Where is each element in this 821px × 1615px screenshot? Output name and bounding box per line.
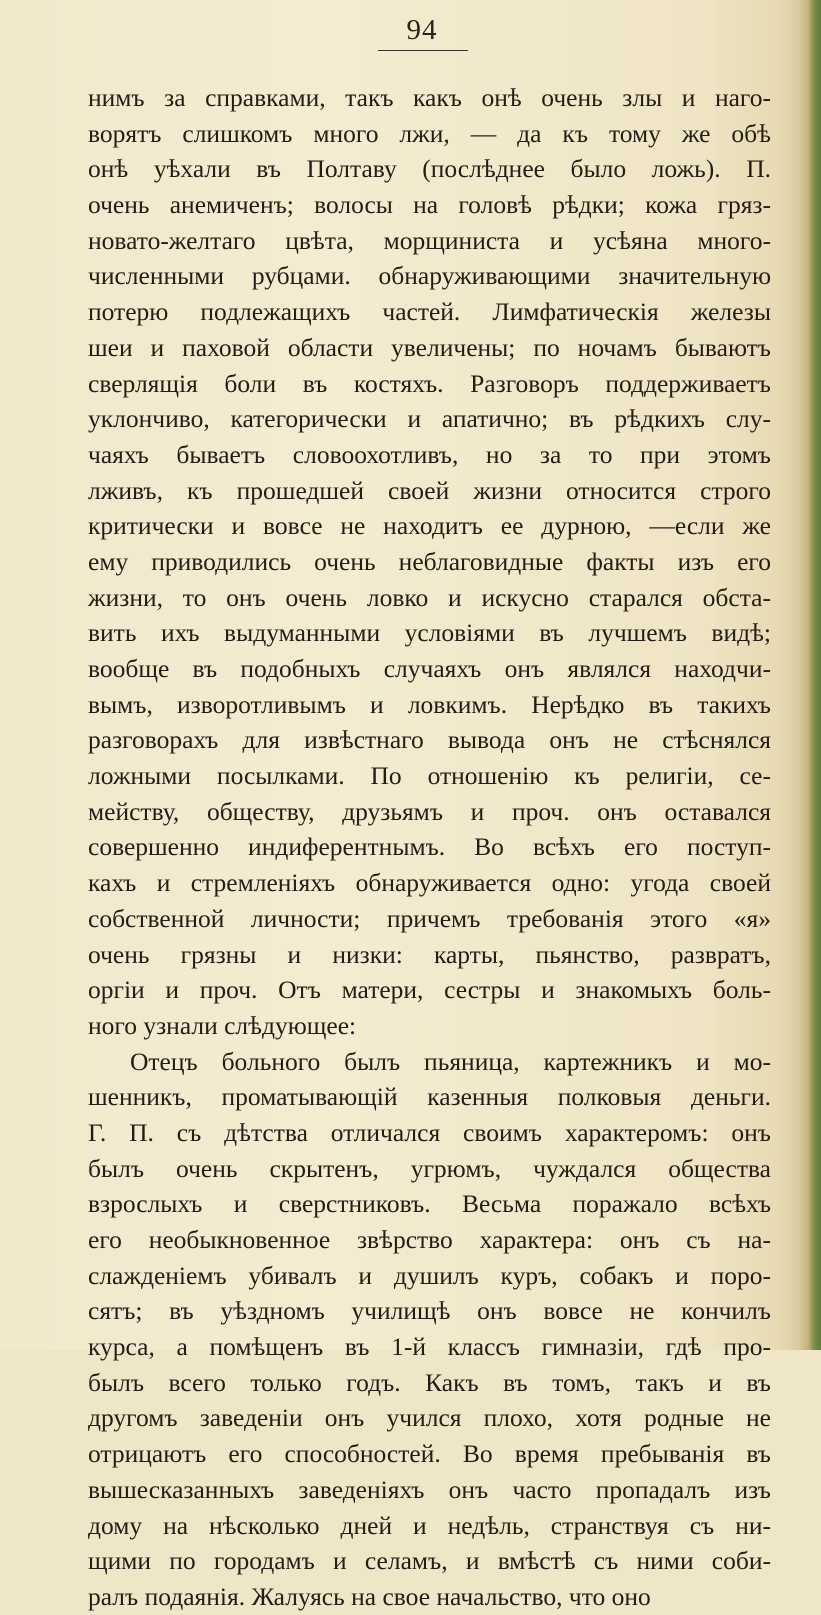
text-line: былъ очень скрытенъ, угрюмъ, чуждался общества bbox=[88, 1153, 771, 1183]
text-line: критически и вовсе не находитъ ее дурною, —если же bbox=[88, 511, 771, 541]
text-line: вообще въ подобныхъ случаяхъ онъ являлся находчи- bbox=[88, 654, 771, 683]
text-line: очень анемиченъ; волосы на головѣ рѣдки; кожа гряз- bbox=[88, 190, 771, 220]
text-line: сятъ; въ уѣздномъ училищѣ онъ вовсе не кончилъ bbox=[88, 1296, 771, 1326]
text-line: мейству, обществу, друзьямъ и проч. онъ оставался bbox=[88, 796, 771, 826]
text-line: потерю подлежащихъ частей. Лимфатическія железы bbox=[88, 297, 771, 327]
text-line: разговорахъ для извѣстнаго вывода онъ не стѣснялся bbox=[88, 725, 771, 755]
paragraph bbox=[88, 1044, 771, 1615]
text-line: вышесказанныхъ заведеніяхъ онъ часто пропадалъ изъ bbox=[88, 1474, 771, 1504]
page-number-rule bbox=[378, 50, 468, 51]
text-line: вымъ, изворотливымъ и ловкимъ. Нерѣдко въ такихъ bbox=[88, 689, 771, 719]
text-line: ворятъ слишкомъ много лжи, — да къ тому же обѣ bbox=[88, 118, 771, 148]
text-line: собственной личности; причемъ требованія этого «я» bbox=[88, 903, 771, 933]
text-line: оргіи и проч. Отъ матери, сестры и знакомыхъ боль- bbox=[88, 975, 771, 1005]
text-line: нимъ за справками, такъ какъ онѣ очень злы и наго- bbox=[88, 83, 771, 112]
text-line: совершенно индиферентнымъ. Во всѣхъ его поступ- bbox=[88, 832, 771, 862]
text-line: ему приводились очень неблаговидные факты изъ его bbox=[88, 546, 771, 576]
text-line: ралъ подаянія. Жалуясь на свое начальство, что оно bbox=[88, 1581, 651, 1611]
text-line: щими по городамъ и селамъ, и вмѣстѣ съ ними соби- bbox=[88, 1546, 771, 1576]
text-line: вить ихъ выдуманными условіями въ лучшемъ видѣ; bbox=[88, 618, 771, 648]
text-line: лживъ, къ прошедшей своей жизни относится строго bbox=[88, 475, 771, 505]
text-line: былъ всего только годъ. Какъ въ томъ, такъ и въ bbox=[88, 1367, 771, 1397]
text-line: его необыкновенное звѣрство характера: онъ съ на- bbox=[88, 1225, 771, 1254]
body-text bbox=[88, 80, 771, 1615]
text-line: шеи и паховой области увеличены; по ночамъ бываютъ bbox=[88, 332, 771, 362]
text-line: дому на нѣсколько дней и недѣль, странствуя съ ни- bbox=[88, 1510, 771, 1540]
page-number: 94 bbox=[406, 14, 438, 46]
text-line: ложными посылками. По отношенію къ религіи, се- bbox=[88, 761, 771, 791]
text-line: другомъ заведеніи онъ учился плохо, хотя родные не bbox=[88, 1403, 771, 1433]
text-line: взрослыхъ и сверстниковъ. Весьма поражало всѣхъ bbox=[88, 1189, 771, 1219]
text-line: сверлящія боли въ костяхъ. Разговоръ поддерживаетъ bbox=[88, 368, 771, 398]
text-line: Отецъ больного былъ пьяница, картежникъ и мо- bbox=[130, 1046, 771, 1076]
text-line: кахъ и стремленіяхъ обнаруживается одно: угода своей bbox=[88, 868, 771, 898]
text-line: ного узнали слѣдующее: bbox=[88, 1010, 357, 1040]
page-spine-edge bbox=[799, 0, 821, 1350]
text-line: слажденіемъ убивалъ и душилъ куръ, собакъ и поро- bbox=[88, 1260, 771, 1290]
text-line: очень грязны и низки: карты, пьянство, развратъ, bbox=[88, 939, 771, 969]
text-line: уклончиво, категорически и апатично; въ рѣдкихъ слу- bbox=[88, 404, 771, 434]
text-line: жизни, то онъ очень ловко и искусно старался обста- bbox=[88, 582, 771, 612]
text-line: шенникъ, проматывающій казенныя полковыя деньги. bbox=[88, 1082, 771, 1112]
text-line: онѣ уѣхали въ Полтаву (послѣднее было ложь). П. bbox=[88, 154, 771, 184]
text-line: новато-желтаго цвѣта, морщиниста и усѣяна много- bbox=[88, 225, 771, 255]
text-line: отрицаютъ его способностей. Во время пребыванія въ bbox=[88, 1439, 771, 1469]
paragraph bbox=[88, 80, 771, 1044]
text-line: курса, а помѣщенъ въ 1-й классъ гимназіи, гдѣ про- bbox=[88, 1332, 771, 1362]
text-line: численными рубцами. обнаруживающими значительную bbox=[88, 261, 771, 291]
text-line: Г. П. съ дѣтства отличался своимъ характеромъ: онъ bbox=[88, 1117, 771, 1147]
text-line: чаяхъ бываетъ словоохотливъ, но за то при этомъ bbox=[88, 439, 771, 469]
